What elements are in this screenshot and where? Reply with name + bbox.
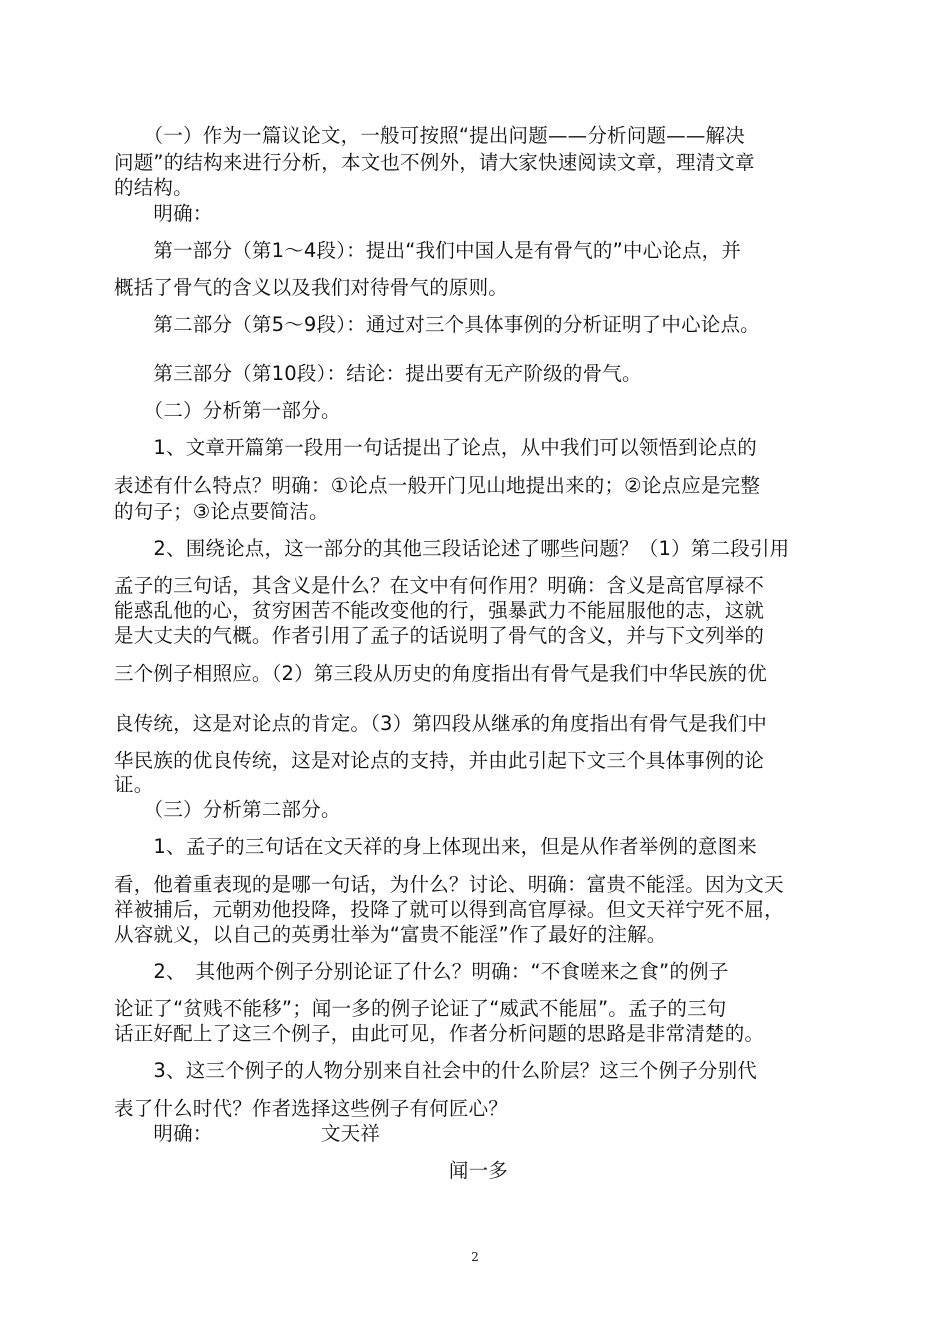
text-line: 证。 — [114, 773, 154, 796]
text-line: 1、文章开篇第一段用一句话提出了论点，从中我们可以领悟到论点的 — [114, 436, 758, 459]
text-line: 良传统，这是对论点的肯定。（3）第四段从继承的角度指出有骨气是我们中 — [114, 712, 767, 735]
text-line: 华民族的优良传统，这是对论点的支持，并由此引起下文三个具体事例的论 — [114, 749, 765, 772]
text-line: （三）分析第二部分。 — [114, 798, 341, 821]
text-line: 话正好配上了这三个例子，由此可见，作者分析问题的思路是非常清楚的。 — [114, 1022, 765, 1045]
text-line: 的句子；③论点要简洁。 — [114, 500, 329, 523]
text-line: 论证了“贫贱不能移”；闻一多的例子论证了“威武不能屈”。孟子的三句 — [114, 997, 727, 1020]
text-line: 祥被捕后，元朝劝他投降，投降了就可以得到高官厚禄。但文天祥宁死不屈， — [114, 898, 784, 921]
text-line: 表述有什么特点？明确：①论点一般开门见山地提出来的；②论点应是完整 — [114, 474, 761, 497]
text-line: 明确： — [114, 202, 213, 225]
text-line: 第一部分（第1～4段）：提出“我们中国人是有骨气的”中心论点，并 — [114, 239, 742, 262]
text-line: 1、孟子的三句话在文天祥的身上体现出来，但是从作者举例的意图来 — [114, 835, 758, 858]
text-line: 孟子的三句话，其含义是什么？在文中有何作用？明确：含义是高官厚禄不 — [114, 574, 765, 597]
text-line: 能惑乱他的心，贫穷困苦不能改变他的行，强暴武力不能屈服他的志，这就 — [114, 599, 765, 622]
text-line: 是大丈夫的气概。作者引用了孟子的话说明了骨气的含义，并与下文列举的 — [114, 624, 765, 647]
text-line: 3、这三个例子的人物分别来自社会中的什么阶层？这三个例子分别代 — [114, 1059, 758, 1082]
text-line: 从容就义，以自己的英勇壮举为“富贵不能淫”作了最好的注解。 — [114, 923, 667, 946]
text-line: 看，他着重表现的是哪一句话，为什么？讨论、明确：富贵不能淫。因为文天 — [114, 873, 784, 896]
text-line: 表了什么时代？作者选择这些例子有何匠心？ — [114, 1097, 509, 1120]
text-line: 第二部分（第5～9段）：通过对三个具体事例的分析证明了中心论点。 — [114, 313, 760, 336]
text-line: 明确： 文天祥 — [114, 1122, 381, 1145]
text-line: 2、围绕论点，这一部分的其他三段话论述了哪些问题？（1）第二段引用 — [114, 537, 790, 560]
text-line: 概括了骨气的含义以及我们对待骨气的原则。 — [114, 276, 509, 299]
text-line: 2、 其他两个例子分别论证了什么？明确：“不食嗟来之食”的例子 — [114, 960, 729, 983]
text-line: （一）作为一篇议论文，一般可按照“提出问题——分析问题——解决 — [114, 124, 745, 147]
text-line: 第三部分（第10段）：结论：提出要有无产阶级的骨气。 — [114, 362, 642, 385]
text-line: 闻一多 — [114, 1159, 509, 1182]
page-number: 2 — [471, 1250, 479, 1264]
text-line: 三个例子相照应。（2）第三段从历史的角度指出有骨气是我们中华民族的优 — [114, 662, 767, 685]
text-line: 问题”的结构来进行分析，本文也不例外，请大家快速阅读文章，理清文章 — [114, 151, 755, 174]
text-line: 的结构。 — [114, 176, 193, 199]
text-line: （二）分析第一部分。 — [114, 399, 341, 422]
